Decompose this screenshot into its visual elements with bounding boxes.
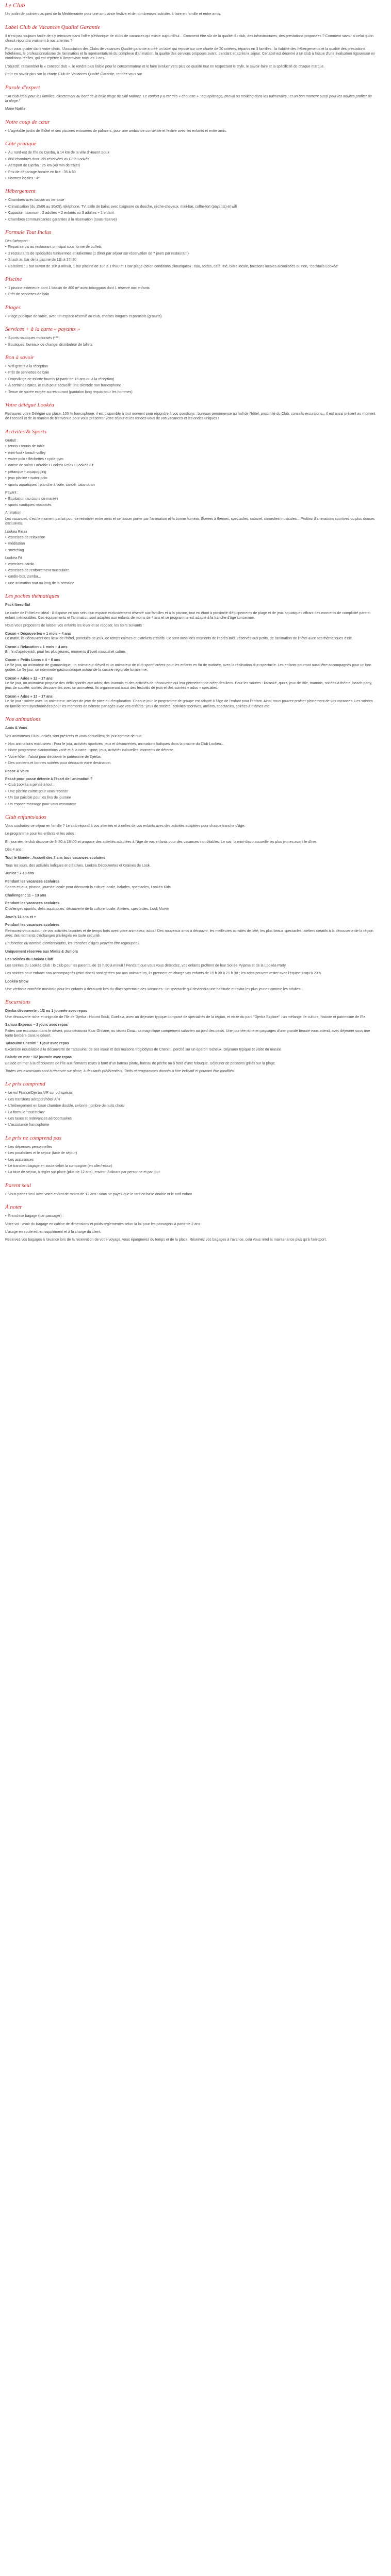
enfants-p3: Nous vous proposons de laisser vos enfants les lever et se reposer, les soirs suivants : bbox=[5, 624, 144, 628]
excursions-title: Excursions bbox=[5, 999, 30, 1006]
list-item: • tennis • tennis de table bbox=[5, 444, 376, 449]
club-enfants-p4: Dès 4 ans : bbox=[5, 848, 24, 852]
prixne-list bbox=[5, 1145, 376, 1175]
list-item: • Les taxes et redevances aéroportuaires bbox=[5, 1116, 376, 1121]
formule-lead: Dès l'aéroport : bbox=[5, 239, 30, 243]
list-item: • sports aquatiques : planche à voile, canoë, catamaran bbox=[5, 483, 376, 487]
kids-group-title: Cocon « Ados » 12 – 17 ans bbox=[5, 676, 53, 681]
excursion-title: Balade en mer : 1/2 journée avec repas bbox=[5, 1056, 72, 1060]
hebergement-list bbox=[5, 198, 376, 222]
kids-group bbox=[5, 645, 376, 655]
note-p2: L'usage en soute est en supplément et à la charge du client. bbox=[5, 1230, 102, 1234]
piscine-list bbox=[5, 286, 376, 297]
club-intro: Un jardin de palmiers au pied de la Méditerranée pour une ambiance festive et de nombreuses activités à faire en famille et entre amis. bbox=[5, 12, 221, 16]
excursion-title: Sahara Express – 2 jours avec repas bbox=[5, 1023, 68, 1027]
pratique-list bbox=[5, 150, 376, 181]
formule-list bbox=[5, 245, 376, 269]
activites-title: Activités & Sports bbox=[5, 428, 47, 435]
parole-author: Marie Noëlle bbox=[5, 107, 26, 111]
club-enfants-p12: Une véritable comédie musicale pour les enfants à découvrir lors du dîner-spectacle des vacances : un spectacle qui deviendra une habitude et ravira les plus jeunes comme les adultes ! bbox=[5, 987, 303, 991]
lookea-text: Retrouvez votre Délégué sur place, 100 % francophone, il est disponible à tout moment pour répondre à vos questions : bureaux permanence au hall de l'hôtel, proximité du Club, conseils excursions... Il est aussi présent au moment de l'accueil et de la réunion de bienvenue pour vous présenter votre séjour et les rendez-vous de vos vacances et les ondes uniques ! bbox=[5, 412, 376, 421]
club-enfants-sub3: Challenger : 11 – 13 ans bbox=[5, 893, 46, 897]
club-enfants-title: Club enfants/ados bbox=[5, 814, 46, 820]
list-item: • Normes locales : 4* bbox=[5, 176, 376, 181]
list-item: • Un espace massage pour vous ressourcer bbox=[5, 802, 376, 807]
list-item: • Chambres communicantes garanties à la réservation (sous réserve) bbox=[5, 217, 376, 222]
list-item: • Votre hôtel : l'atout pour découvrir le patrimoine de Djerba. bbox=[5, 755, 376, 759]
list-item: • Boissons : 1 bar ouvert de 10h à minuit, 1 bar piscine de 10h à 17h30 et 1 bar plage (selon conditions climatiques) : eau, sodas, café, thé, bière locale, boissons locales alcoolisées ou non, "cocktails Lookéa" bbox=[5, 264, 376, 269]
list-item: • Plage publique de sable, avec un espace réservé au club, chaises longues et parasols (gratuits) bbox=[5, 314, 376, 319]
label-p2: Pour vous guider dans votre choix, l'Association des Clubs de vacances Qualité garantie a créé un label qui repose sur une charte de 20 critères, répartis en 3 familles : la fiabilité des hébergements et la qualité des prestations hôtelières, le professionnalisme de l'animation et la représentativité du complexe d'animation, la qualité des services proposés avant, pendant et après le séjour. Ce label est décerné à un club à l'issue d'une évaluation rigoureuse en conditions réelles, qui est répétée à l'improviste tous les 3 ans. bbox=[5, 47, 376, 61]
kids-group-title: Cocon « Ados » 13 – 17 ans bbox=[5, 694, 53, 699]
club-enfants-p9: En fonction du nombre d'enfants/ados, les tranches d'âges peuvent être regroupées. bbox=[5, 942, 140, 946]
fit-label: Lookéa Fit bbox=[5, 556, 22, 561]
animations-title: Nos animations bbox=[5, 716, 41, 723]
animations-sub2: Passe & Vous bbox=[5, 769, 29, 773]
kids-group-desc: Le matin, ils découvrent des lieux de l'hôtel, ponctués de jeux, de temps calmes et d'ateliers créatifs. Ce sont aussi des moments de l'après-midi, réservés aux petits, de l'animation de l'hôtel avec ses thématiques d'été. bbox=[5, 637, 353, 641]
club-enfants-sub6: Lookéa Show bbox=[5, 979, 29, 984]
list-item: • exercices cardio bbox=[5, 562, 376, 567]
page-title: Le Club bbox=[5, 2, 25, 9]
list-item: • Le transfert bagage en soute selon la compagnie (en aller/retour) bbox=[5, 1164, 376, 1168]
list-item: • Des concerts et bonnes soirées pour découvrir votre destination. bbox=[5, 761, 376, 766]
excursion-title: Djerba découverte : 1/2 ou 1 journée avec repas bbox=[5, 1009, 87, 1013]
animation-text: Les vacances, c'est le moment parfait pour se retrouver entre amis et se laisser porter par l'animation et la bonne humeur. Soirées à thèmes, spectacles, cabaret, comédies musicales... Profitez d'animations sportives ou plus douces exclusives. bbox=[5, 517, 375, 526]
coup-list bbox=[5, 129, 376, 133]
prixne-title: Le prix ne comprend pas bbox=[5, 1134, 61, 1141]
list-item: • 2 restaurants de spécialités tunisiennes et italiennes (1 dîner par séjour sur réservation de 7 jours par restaurant) bbox=[5, 251, 376, 256]
note-title: À noter bbox=[5, 1204, 22, 1211]
note-list bbox=[5, 1214, 376, 1218]
payant-list bbox=[5, 497, 376, 508]
list-item: • Sports nautiques motorisés (***) bbox=[5, 336, 376, 341]
kids-group bbox=[5, 632, 376, 641]
kids-group-title: Cocon « Découvertes » 1 mois – 4 ans bbox=[5, 632, 71, 636]
list-item: • Repas servis au restaurant principal sous forme de buffets bbox=[5, 245, 376, 249]
plages-title: Plages bbox=[5, 304, 21, 311]
club-enfants-lead5: Les soirées du Lookéa Club bbox=[5, 958, 53, 962]
list-item: • exercices de relaxation bbox=[5, 535, 376, 540]
list-item: • pétanque • aquajogging bbox=[5, 470, 376, 474]
note-p1: Votre vol : avoir du bagage en cabine de dimensions et poids réglementés selon la loi pour les passagers à partir de 2 ans. bbox=[5, 1222, 202, 1226]
excursion-title: Tataouine Chenini : 1 jour avec repas bbox=[5, 1042, 69, 1046]
kids-group-desc: Le 5e jour, un animateur propose des défis sportifs aux ados, des tournois et des activités de découverte qui leur permettent de créer des liens. Pour les soirées : karaoké, quizz, jeux de rôle, tournois, soirées à thème, beach-party, jeux de société, sorties découvertes avec un animateur. Ils organiseront aussi des festivals de jeux et des soirées « ados » spéciales. bbox=[5, 682, 372, 690]
kids-group bbox=[5, 676, 376, 691]
list-item: • L'assistance francophone bbox=[5, 1123, 376, 1127]
list-item: • Draps/linge de toilette fournis (à partir de 18 ans ou à la réception) bbox=[5, 377, 376, 382]
club-enfants-lead3: Pendant les vacances scolaires bbox=[5, 902, 60, 906]
list-item: • L'agréable jardin de l'hôtel et ses piscines entourées de palmiers, pour une ambiance conviviale et festive avec les enfants et entre amis. bbox=[5, 129, 376, 133]
pratique-title: Côté pratique bbox=[5, 141, 37, 147]
club-enfants-p2: Le programme pour les enfants et les ados : bbox=[5, 832, 76, 836]
list-item: • Chambres avec balcon ou terrasse bbox=[5, 198, 376, 202]
bonsavoir-list bbox=[5, 364, 376, 395]
club-enfants-p8: Retrouvez-vous autour de vos activités favorites et de temps forts avec votre animateur, ados ! Des nouveaux amis à découvrir, les meilleures activités de l'été, les plus beaux spectacles, ateliers créatifs à la découverte de la région avec des moments d'échanges privilégiés en toute sécurité. bbox=[5, 929, 373, 938]
excursion-desc: Excursion inoubliable à la découverte de Tataouine, de ses ksour et des maisons troglodytes de Chenini, perché sur un éperon rocheux. Déjeuner typique et visite du musée. bbox=[5, 1047, 282, 1052]
list-item: • Les transferts aéroport/hôtel A/R bbox=[5, 1097, 376, 1102]
club-enfants-p3: En journée, le club dispose de 9h30 à 18h00 et propose des activités adaptées à l'âge de vos enfants pour des vacances inoubliables. Le soir, la mini-disco accueille les plus jeunes avant le dîner. bbox=[5, 840, 317, 844]
list-item: • La taxe de séjour, à régler sur place (plus de 12 ans), environ 3 dinars par personne et par jour bbox=[5, 1170, 376, 1175]
parole-title: Parole d'expert bbox=[5, 84, 40, 91]
animation-label: Animation bbox=[5, 511, 22, 515]
list-item: • Tenue de soirée exigée au restaurant (pantalon long requis pour les hommes) bbox=[5, 390, 376, 395]
lookea-title: Votre détégué Lookéa bbox=[5, 402, 54, 409]
list-item: • water-polo • fléchettes • cycle-gym bbox=[5, 457, 376, 462]
club-enfants-p1: Vous souhaitez ce séjour en famille ? Le club répond à vos attentes et à celles de vos enfants avec des activités adaptées pour chaque tranche d'âge. bbox=[5, 824, 246, 828]
list-item: • exercices de renforcement musculaire bbox=[5, 568, 376, 573]
excursion-desc: Une découverte riche et originale de l'île de Djerba : Houmt Souk, Guellala, avec un déjeuner typique composé de spécialités de la région, et visite du parc "Djerba Explore" : un mélange de culture, histoire et patrimoine de l'île. bbox=[5, 1015, 367, 1019]
fit-list bbox=[5, 562, 376, 586]
services-list bbox=[5, 336, 376, 347]
coup-title: Notre coup de cœur bbox=[5, 118, 50, 125]
list-item: • Les pourboires et le sejour (taxe de séjour) bbox=[5, 1151, 376, 1156]
list-item: • 850 chambres dont 195 réservées au Club Lookéa bbox=[5, 157, 376, 162]
club-enfants-p11: Les soirées pour enfants non accompagnés (mini-disco) sont gérées par nos animateurs, ils prennent en charge vos enfants de 19 h 30 à 21 h 30 ; les ados peuvent rester avec l'équipe jusqu'à 23 h. bbox=[5, 972, 322, 976]
gratuit-list bbox=[5, 444, 376, 487]
list-item: • sports nautiques motorisés bbox=[5, 503, 376, 507]
club-enfants-sub5: Uniquement réservés aux Mimis & Juniors bbox=[5, 950, 78, 954]
list-item: • Aéroport de Djerba : 25 km (40 min de trajet) bbox=[5, 163, 376, 168]
list-item: • méditation bbox=[5, 541, 376, 546]
list-item: • Les dépenses personnelles bbox=[5, 1145, 376, 1149]
club-enfants-sub1: Tout le Monde : Accueil des 3 ans tous vacances scolaires bbox=[5, 856, 106, 860]
list-item: • Capacité maximum : 2 adultes + 2 enfants ou 3 adultes + 1 enfant bbox=[5, 211, 376, 215]
label-p4: Pour en savoir plus sur la charte Club de Vacances Qualité Garantie, rendez-vous sur bbox=[5, 73, 142, 77]
page bbox=[0, 0, 381, 1251]
label-title: Label Club de Vacances Qualité Garantie bbox=[5, 24, 101, 30]
list-item: • Nos animations exclusives : Pour le jour, activités sportives, jeux et découvertes, animations ludiques dans la piscine du Club Lookéa... bbox=[5, 742, 376, 747]
club-enfants-p7: Challenges sportifs, défis aquatiques, découverte de la culture locale, Ateliers, spectacles, Look Movie. bbox=[5, 907, 170, 911]
club-enfants-p5: Tous les jours, des activités ludiques et créatives, Lookéa Découvertes et Graines de Look. bbox=[5, 864, 151, 868]
list-item: • Wifi gratuit à la réception bbox=[5, 364, 376, 369]
excursion-desc: Balade en mer à la découverte de l'île aux flamants roses à bord d'un bateau pirate, bateau de pêche ou à bord d'une felouque. Déjeuner de poissons grillés sur la plage. bbox=[5, 1061, 276, 1065]
list-item: • Notre programme d'animations varié et à la carte : sport, jeux, activités culturelles, moments de détente. bbox=[5, 748, 376, 753]
excursion-desc: Faites une excursion dans le désert, pour découvrir Ksar Ghilane, ou visitez Douz, sa magnifique campement saharien au pied des oasis. Une journée riche en paysages d'une grande beauté vous attend, avec déjeuner sous une tente berbère dans le désert. bbox=[5, 1029, 370, 1038]
list-item: • mini-foot • beach-volley bbox=[5, 451, 376, 455]
kids-group bbox=[5, 694, 376, 709]
formule-title: Formule Tout Inclus bbox=[5, 229, 52, 235]
list-item: • Vous partez seul avec votre enfant de moins de 12 ans : vous ne payez que le tarif en base double et le tarif enfant. bbox=[5, 1192, 376, 1197]
list-item: • Boutiques, bureaux de change, distributeur de billets bbox=[5, 343, 376, 347]
piscine-title: Piscine bbox=[5, 276, 22, 282]
animations-list2 bbox=[5, 783, 376, 807]
list-item: • Franchise bagage (par passager) : bbox=[5, 1214, 376, 1218]
label-p3: L'objectif, rassembler le « concept club », le rendre plus lisible pour le consommateur et le faire évoluer vers plus de qualité tout en respectant le style, le savoir-faire et la spécificité de chaque marque. bbox=[5, 64, 325, 69]
animations-sub1: Amis & Vous bbox=[5, 726, 27, 731]
list-item: • stretching bbox=[5, 548, 376, 553]
animations-lead2: Passé pour passe détente à l'écart de l'animation ? bbox=[5, 777, 93, 781]
list-item: • cardio-box, zumba... bbox=[5, 574, 376, 579]
relax-label: Lookéa Relax bbox=[5, 530, 27, 534]
plages-list bbox=[5, 314, 376, 319]
relax-list bbox=[5, 535, 376, 553]
list-item: • Prix de départage horaire en fixe : 35 à 60 bbox=[5, 170, 376, 175]
club-enfants-lead2: Pendant les vacances scolaires bbox=[5, 879, 60, 884]
list-item: • Club Lookéa a pensé à tout : bbox=[5, 783, 376, 787]
club-enfants-p6: Sports et jeux, piscine, journée locale pour découvrir la culture locale, balades, spectacles, Lookéa Kids. bbox=[5, 886, 172, 890]
list-item: • Snack au bar de la piscine de 11h à 17h30 bbox=[5, 258, 376, 262]
list-item: • Climatisation (du 15/06 au 30/09), téléphone, TV, salle de bains avec baignoire ou douche, sèche-cheveux, mini-bar, coffre-fort (payants) et wifi bbox=[5, 205, 376, 209]
list-item: • À certaines dates, le club peut accueillir une clientèle non francophone bbox=[5, 383, 376, 388]
list-item: • Prêt de serviettes de bain bbox=[5, 370, 376, 375]
enfants-p1: Pack Ibero-Sol bbox=[5, 603, 30, 607]
list-item: • Un bar paisible pour les fins de journée bbox=[5, 795, 376, 800]
solo-title: Parent seul bbox=[5, 1182, 31, 1189]
kids-group-title: Cocon « Relaxation » 1 mois – 4 ans bbox=[5, 645, 68, 649]
prix-title: Le prix comprend bbox=[5, 1081, 45, 1088]
enfants-p2: Le cadre de l'hôtel est idéal : il dispose en son sein d'un espace exclusivement réservé aux familles et à la piscine, tout en étant à proximité d'équipements de plage et de jeux aquatiques offrant des moments de complicité parent-enfant mémorables. Ces équipements et l'animation sont adaptés aux enfants de moins de 4 ans et ce programme est adapté à la tranche d'âge concernée. bbox=[5, 611, 371, 620]
club-enfants-lead4: Pendant les vacances scolaires bbox=[5, 923, 60, 927]
animations-p1: Vos animateurs Club Lookéa sont présents et vous accueillent de jour comme de nuit. bbox=[5, 734, 143, 738]
parole-text: "Un club idéal pour les familles, directement au bord de la belle plage de Sidi Mahrez. Le confort y a est très « chouette » : aquaplanage, cheval ou trekking dans les palmeraies ; et un bon moment aussi pour les adultes profiter de la plage." bbox=[5, 94, 372, 104]
services-title: Services + à la carte « payants » bbox=[5, 326, 80, 333]
kids-group-title: Cocon « Petits Lions » 4 – 6 ans bbox=[5, 658, 60, 663]
animations-list bbox=[5, 742, 376, 766]
list-item: • danse de salon • aérobic • Lookéa Relax • Lookéa Fit bbox=[5, 463, 376, 468]
kids-group-desc: Le 5e jour, un animateur de gymnastique, un animateur d'éveil et un animateur de club sportif créent pour les enfants en fin de matinée, avec la réalisation d'un spectacle. Les enfants pourront aussi être accompagnés pour un bon goûter. Le 5e jour, un intermède gastronomique autour de la cuisine régionale tunisienne. bbox=[5, 663, 371, 672]
prix-list bbox=[5, 1091, 376, 1127]
payant-label: Payant : bbox=[5, 491, 19, 495]
note-p3: Réservez vos bagages à l'avance lors de la réservation de votre voyage, vous épargnerez du temps et de la place. Réservez vos bagages à l'avance, cela vous rend la maintenance plus qu'à l'aéroport. bbox=[5, 1238, 327, 1242]
list-item: • Au nord-est de l'île de Djerba, à 14 km de la ville d'Houmt Souk bbox=[5, 150, 376, 155]
solo-list bbox=[5, 1192, 376, 1197]
list-item: • Équitation (au cours de marée) bbox=[5, 497, 376, 501]
club-enfants-sub4: Jeun's 14 ans et + bbox=[5, 915, 36, 919]
list-item: • Les assurances bbox=[5, 1158, 376, 1162]
hebergement-title: Hébergement bbox=[5, 188, 36, 195]
list-item: • une animation tout au long de la semaine bbox=[5, 581, 376, 586]
label-p1: Il n'est pas toujours facile de s'y retrouver dans l'offre pléthorique de clubs de vacances qui existe aujourd'hui... Comment être sûr de la qualité du club, des infrastructures, des prestations proposées ? Comment savoir si celui qu'on choisit répondra vraiment à nos attentes ? bbox=[5, 34, 373, 43]
list-item: • Prêt de serviettes de bain bbox=[5, 292, 376, 297]
list-item: • L'hébergement en base chambre double, selon le nombre de nuits choisi bbox=[5, 1104, 376, 1108]
excursions-note: Toutes ces excursions sont à réserver sur place, à des tarifs préférentiels. Tarifs et programmes donnés à titre indicatif et pouvant être modifiés. bbox=[5, 1069, 235, 1073]
list-item: • Une piscine calme pour vous reposer bbox=[5, 789, 376, 794]
kids-group bbox=[5, 658, 376, 672]
gratuit-label: Gratuit : bbox=[5, 438, 18, 443]
club-enfants-sub2: Junior : 7-10 ans bbox=[5, 872, 34, 876]
list-item: • La formule "tout inclus" bbox=[5, 1110, 376, 1115]
kids-group-desc: En fin d'après-midi, pour les plus jeunes, moments d'éveil musical et calme. bbox=[5, 650, 126, 654]
enfants-title: Les poches thématiques bbox=[5, 593, 59, 600]
list-item: • jeux piscine • water-polo bbox=[5, 476, 376, 481]
bonsavoir-title: Bon à savoir bbox=[5, 354, 35, 361]
list-item: • 1 piscine extérieure dont 1 bassin de 400 m² avec toboggans dont 1 réservé aux enfants bbox=[5, 286, 376, 291]
kids-group-desc: Le 3e jour : soirée avec un animateur, ateliers de jeux de piste ou d'exploration. Chaque jour, le programme de groupe est adapté à l'âge de l'enfant pour l'enfant. Ainsi, vous pouvez profiter pleinement de vos vacances. Les soirées en famille sont synchronisées pour les moments de détente partagés avec vos enfants : jeux de société, activités sportives, ateliers, spectacles, soirées à thèmes etc. bbox=[5, 700, 373, 708]
list-item: • Le vol France/Djerba A/R sur vol spécial bbox=[5, 1091, 376, 1095]
club-enfants-p10: Les soirées du Lookéa Club : le club pour les parents, de 19 h 30 à minuit ! Pendant que vous vous détendez, vos enfants profitent de leur Soirée Pyjama et de la Lookéa Party. bbox=[5, 963, 287, 968]
